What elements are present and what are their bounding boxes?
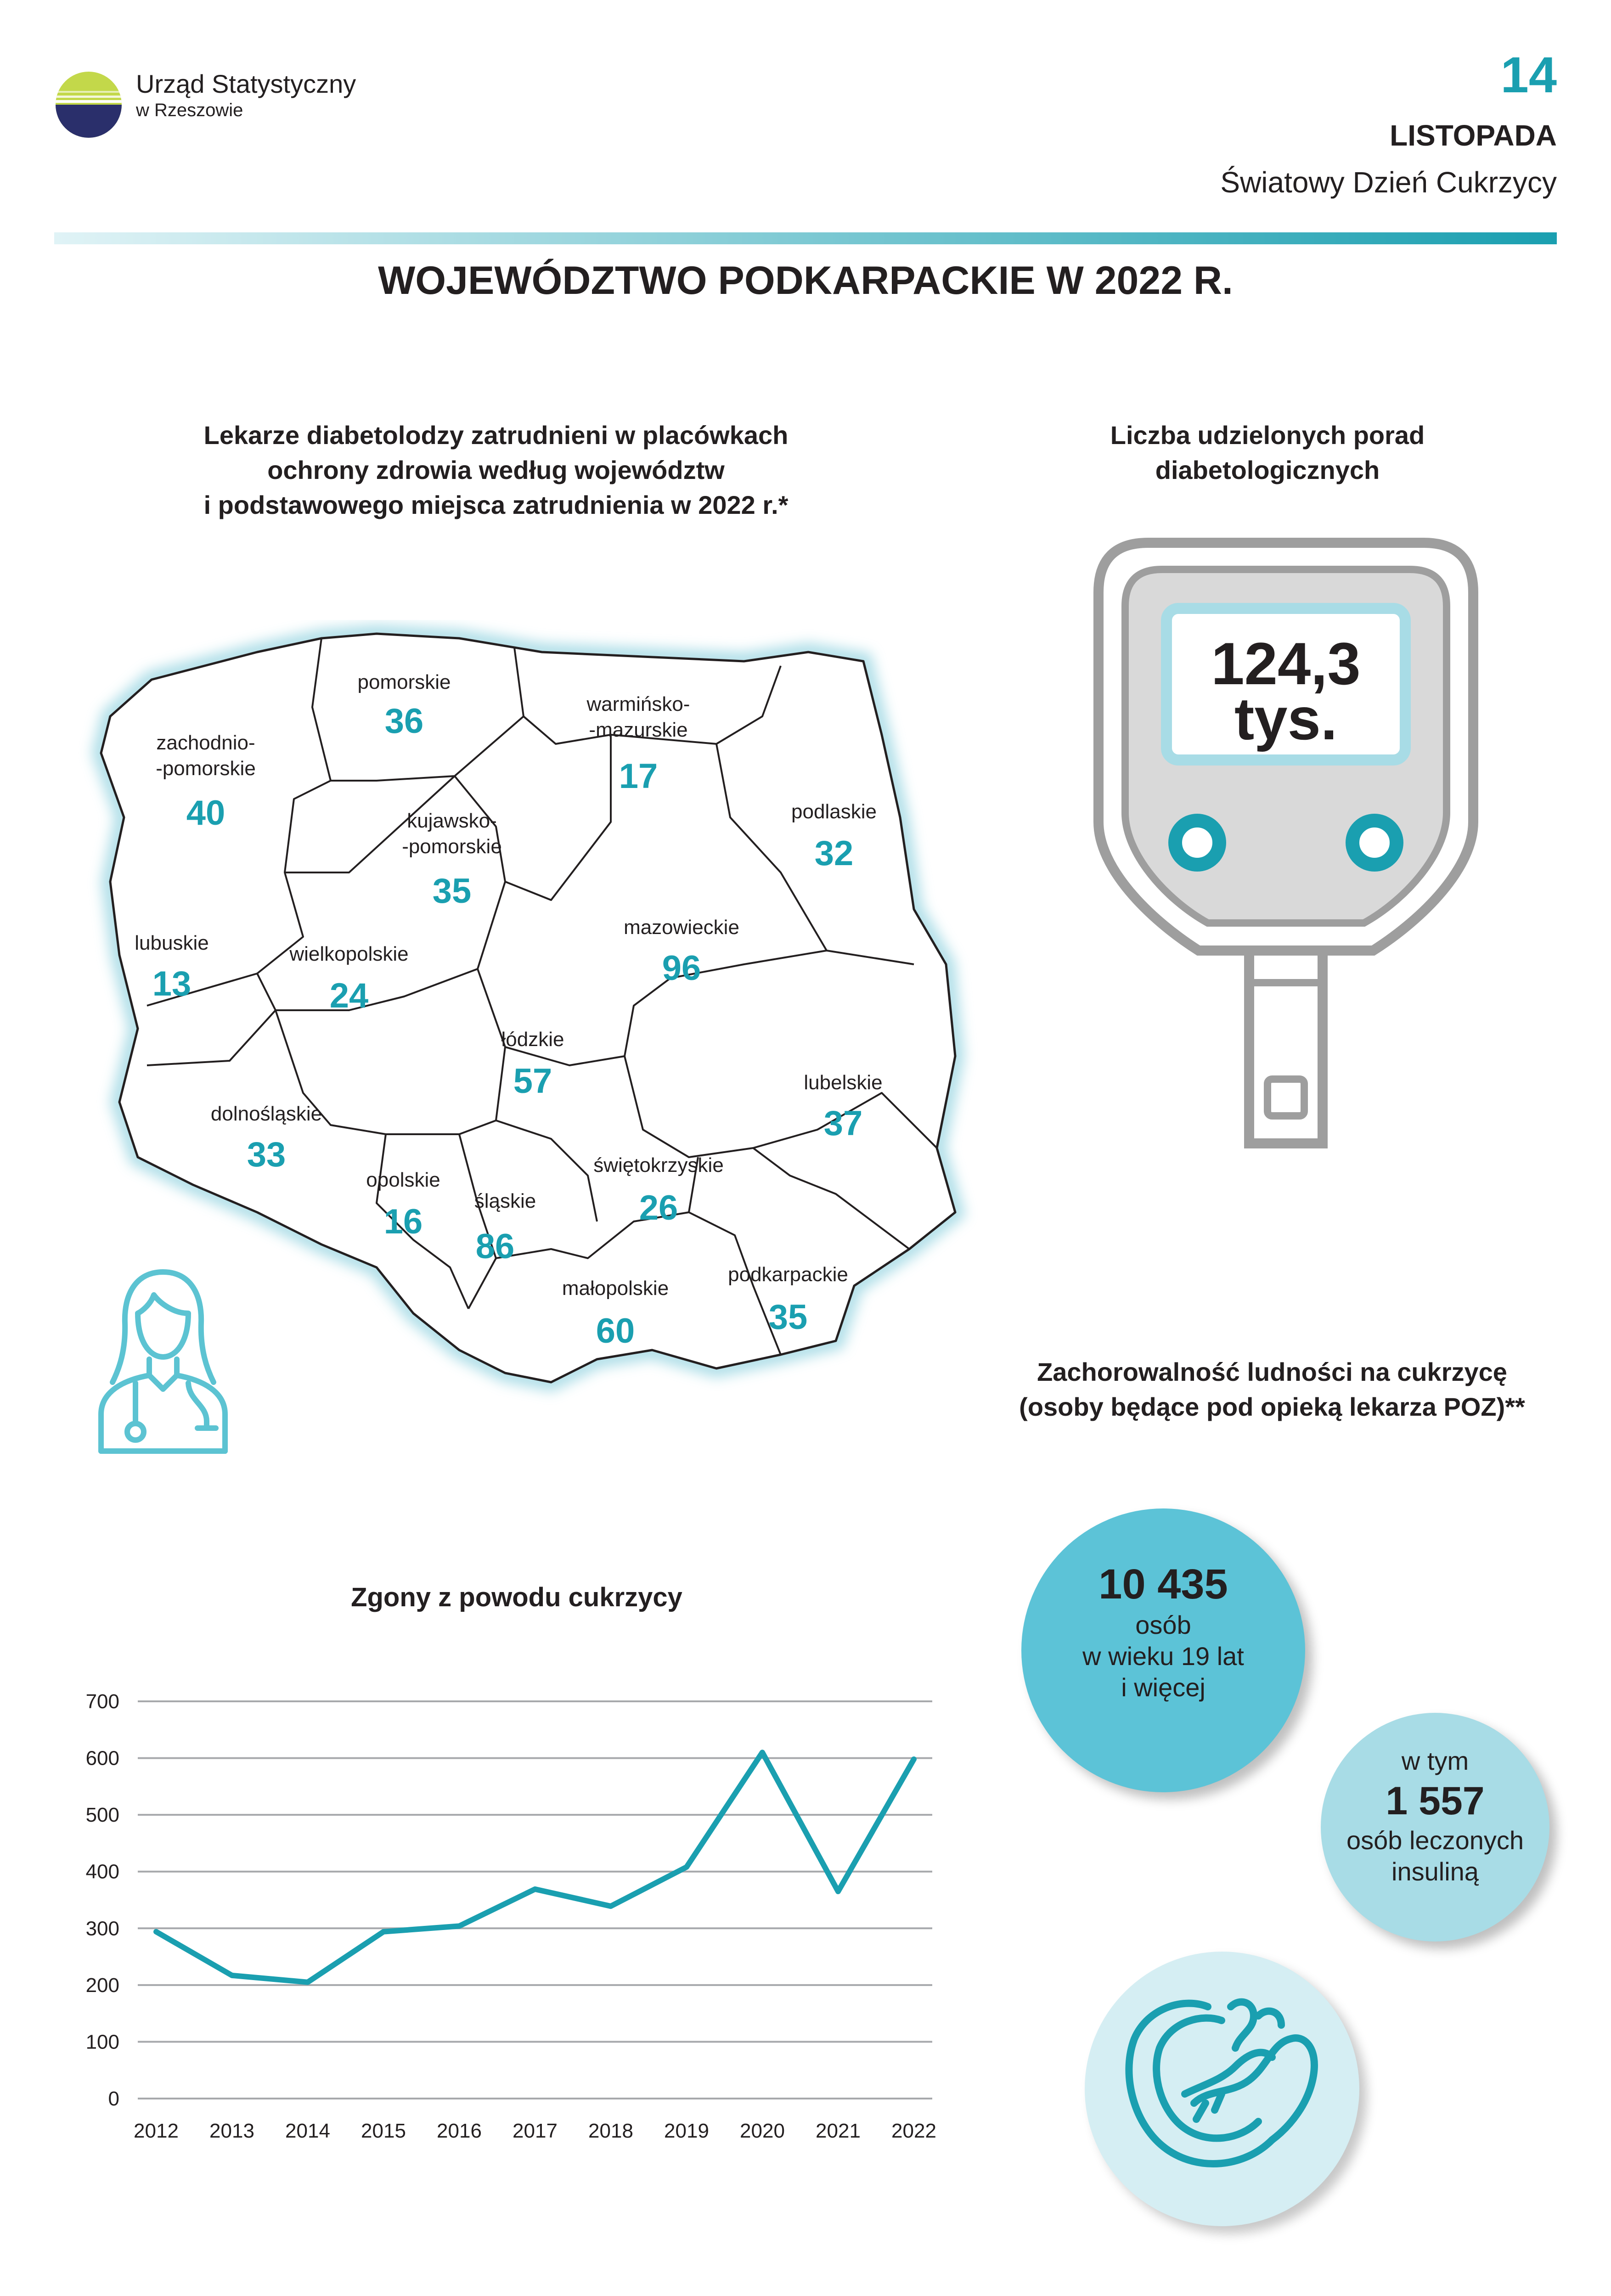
region-name: podkarpackie [728,1263,848,1286]
glucometer-title-line: Liczba udzielonych porad [1110,421,1425,450]
date-month: LISTOPADA [1390,119,1557,152]
line-chart-y-tick: 300 [85,1917,119,1940]
region-name: małopolskie [562,1277,669,1300]
line-chart-point [156,1931,157,1932]
region-name: opolskie [366,1169,440,1191]
line-chart-y-tick: 200 [85,1974,119,1997]
region-value: 60 [596,1311,635,1351]
region-value: 24 [329,976,369,1015]
region-name: pomorskie [357,671,451,693]
region-name: świętokrzyskie [593,1154,724,1176]
glucometer-title-line: diabetologicznych [1155,456,1380,484]
region-name: warmińsko- [586,693,690,715]
line-chart-x-tick: 2014 [285,2120,330,2142]
region-value: 86 [475,1227,515,1266]
date-day: 14 [1500,47,1557,103]
region-value: 36 [384,702,424,741]
region-name: kujawsko- [407,810,497,832]
region-value: 13 [152,964,192,1003]
page-title: WOJEWÓDZTWO PODKARPACKIE W 2022 R. [378,259,1233,303]
line-chart-y-tick: 0 [108,2088,119,2110]
incidence-insulin-label: osób leczonych [1346,1826,1524,1855]
line-chart-y-tick: 500 [85,1804,119,1827]
incidence-circle-small-text [1321,1745,1549,1887]
advice-count-value: 124,3 [1211,630,1361,697]
line-chart-series-line [156,1752,914,1982]
region-name: mazowieckie [624,916,739,939]
region-value: 16 [383,1202,423,1241]
line-chart-title: Zgony z powodu cukrzycy [351,1582,682,1612]
region-value: 40 [186,793,225,833]
region-value: 35 [432,872,472,911]
line-chart-point [610,1906,611,1907]
line-chart-y-tick: 400 [85,1860,119,1883]
region-name: łódzkie [501,1028,564,1051]
line-chart-point [838,1891,839,1892]
line-chart-x-tick: 2012 [134,2120,179,2142]
line-chart-y-tick: 600 [85,1747,119,1770]
region-name: dolnośląskie [210,1103,322,1125]
region-value: 37 [823,1104,863,1143]
advice-count-unit: tys. [1234,685,1337,752]
line-chart-point [383,1931,384,1932]
map-title-line: i podstawowego miejsca zatrudnienia w 2022 r.* [203,490,789,519]
region-name: -pomorskie [156,757,256,780]
deaths-line-chart [69,1676,941,2158]
line-chart-point [686,1867,687,1868]
glucometer-title [992,418,1543,488]
line-chart-y-tick: 700 [85,1690,119,1713]
region-value: 96 [662,949,701,988]
region-name: -mazurskie [589,719,688,741]
glucometer-icon [1093,537,1479,1153]
line-chart-point [231,1975,232,1976]
line-chart-x-tick: 2021 [816,2120,861,2142]
line-chart-x-tick: 2018 [588,2120,633,2142]
pancreas-icon [1116,1988,1332,2190]
org-name-line2: w Rzeszowie [136,100,243,120]
incidence-insulin-prefix: w tym [1401,1746,1469,1775]
line-chart-x-tick: 2022 [891,2120,936,2142]
line-chart-y-tick: 100 [85,2031,119,2054]
glucometer-display [1166,630,1405,752]
line-chart-x-tick: 2015 [361,2120,406,2142]
region-value: 32 [814,834,854,873]
line-chart-x-tick: 2017 [513,2120,558,2142]
map-title-line: Lekarze diabetolodzy zatrudnieni w placówkach [203,421,789,450]
region-value: 33 [247,1135,286,1174]
line-chart-x-tick: 2013 [209,2120,254,2142]
region-value: 26 [639,1188,678,1227]
org-name-line1: Urząd Statystyczny [136,69,356,98]
incidence-circle-large-text [1021,1559,1305,1703]
header-divider [54,232,1557,244]
incidence-insulin-label: insuliną [1391,1857,1479,1886]
incidence-title [955,1355,1589,1424]
region-name: śląskie [474,1190,536,1212]
statistics-office-logo [54,54,123,155]
region-name: lubelskie [804,1071,883,1094]
region-value: 57 [513,1062,552,1101]
incidence-total-value: 10 435 [1098,1561,1228,1608]
incidence-title-line: (osoby będące pod opieką lekarza POZ)** [1019,1392,1525,1421]
region-name: -pomorskie [402,835,502,858]
incidence-total-label: w wieku 19 lat [1082,1642,1244,1671]
line-chart-x-tick: 2016 [437,2120,482,2142]
map-title [129,418,863,523]
region-value: 17 [619,757,658,796]
line-chart-point [913,1759,914,1760]
incidence-total-label: osób [1135,1610,1191,1639]
region-value: 35 [768,1298,808,1337]
line-chart-x-tick: 2019 [664,2120,709,2142]
line-chart-x-tick: 2020 [740,2120,785,2142]
region-name: lubuskie [135,932,209,954]
region-name: podlaskie [791,800,877,823]
incidence-total-label: i więcej [1121,1673,1205,1702]
region-name: zachodnio- [156,732,255,754]
region-name: wielkopolskie [289,943,409,965]
incidence-title-line: Zachorowalność ludności na cukrzycę [1037,1357,1507,1386]
map-title-line: ochrony zdrowia według województw [267,456,725,484]
incidence-insulin-value: 1 557 [1386,1779,1485,1823]
line-chart-point [762,1752,763,1753]
line-chart-point [459,1925,460,1926]
occasion-title: Światowy Dzień Cukrzycy [1220,166,1557,199]
doctor-icon [92,1263,234,1456]
line-chart-point [307,1982,308,1983]
